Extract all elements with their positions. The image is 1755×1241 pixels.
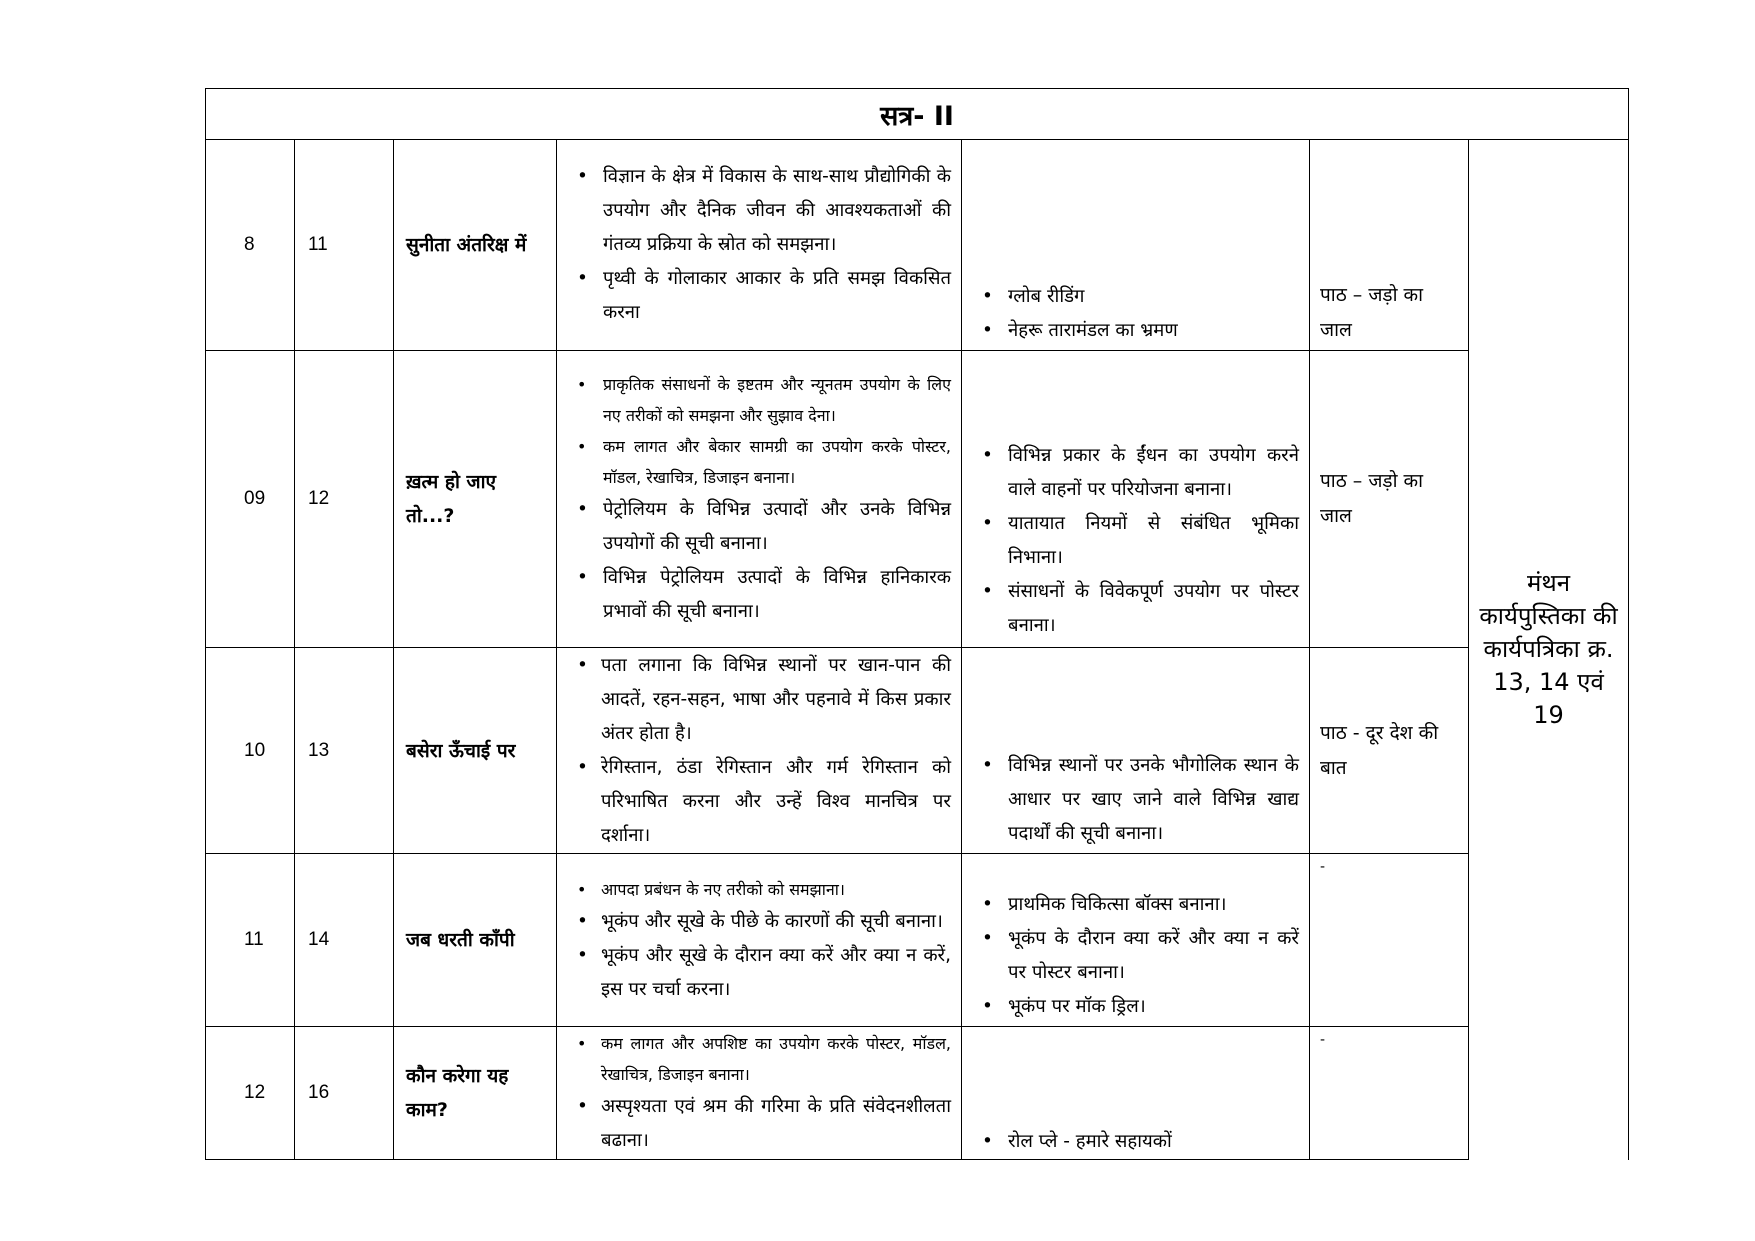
list-item: • नेहरू तारामंडल का भ्रमण xyxy=(968,314,1299,348)
chapter-title: बसेरा ऊँचाई पर xyxy=(394,648,557,854)
textbook-cell xyxy=(1310,1027,1469,1160)
chapter-number: 14 xyxy=(295,854,394,1027)
objectives-list xyxy=(563,1028,951,1158)
list-item: • आपदा प्रबंधन के नए तरीको को समझाना। xyxy=(563,874,951,905)
textbook-link: पाठ – जड़ो का जाल xyxy=(1310,351,1469,648)
objectives-cell xyxy=(557,351,962,648)
list-item: • कम लागत और अपशिष्ट का उपयोग करके पोस्टर, मॉडल, रेखाचित्र, डिजाइन बनाना। xyxy=(563,1028,951,1090)
list-item: • भूकंप और सूखे के दौरान क्या करें और क्या न करें, इस पर चर्चा करना। xyxy=(563,939,951,1007)
chapter-number: 13 xyxy=(295,648,394,854)
chapter-title: ख़त्म हो जाए तो...? xyxy=(394,351,557,648)
chapter-title: कौन करेगा यह काम? xyxy=(394,1027,557,1160)
list-item: • पेट्रोलियम के विभिन्न उत्पादों और उनके विभिन्न उपयोगों की सूची बनाना। xyxy=(563,493,951,561)
serial-number: 09 xyxy=(206,351,295,648)
textbook-link: पाठ - दूर देश की बात xyxy=(1310,648,1469,854)
list-item: • प्राथमिक चिकित्सा बॉक्स बनाना। xyxy=(968,888,1299,922)
list-item: • ग्लोब रीडिंग xyxy=(968,280,1299,314)
list-item: • रेगिस्तान, ठंडा रेगिस्तान और गर्म रेगिस्तान को परिभाषित करना और उन्हें विश्व मानचित्र पर दर्शाना। xyxy=(563,751,951,853)
list-item: • यातायात नियमों से संबंधित भूमिका निभाना। xyxy=(968,507,1299,575)
objectives-cell xyxy=(557,854,962,1027)
list-item: • विभिन्न प्रकार के ईंधन का उपयोग करने वाले वाहनों पर परियोजना बनाना। xyxy=(968,439,1299,507)
list-item: • रोल प्ले - हमारे सहायकों xyxy=(968,1125,1299,1159)
workbook-reference: मंथन कार्यपुस्तिका की कार्यपत्रिका क्र. 13, 14 एवं 19 xyxy=(1469,140,1629,1160)
table-row xyxy=(206,648,1629,854)
objectives-cell xyxy=(557,140,962,351)
objectives-cell xyxy=(557,1027,962,1160)
activities-list xyxy=(968,1125,1299,1159)
list-item: • विभिन्न पेट्रोलियम उत्पादों के विभिन्न हानिकारक प्रभावों की सूची बनाना। xyxy=(563,561,951,629)
list-item: • भूकंप पर मॉक ड्रिल। xyxy=(968,990,1299,1024)
activities-cell xyxy=(962,140,1310,351)
serial-number: 11 xyxy=(206,854,295,1027)
chapter-number: 16 xyxy=(295,1027,394,1160)
list-item: • पृथ्वी के गोलाकार आकार के प्रति समझ विकसित करना xyxy=(563,262,951,330)
textbook-cell xyxy=(1310,854,1469,1027)
list-item: • संसाधनों के विवेकपूर्ण उपयोग पर पोस्टर बनाना। xyxy=(968,575,1299,643)
activities-cell xyxy=(962,1027,1310,1160)
textbook-link: - xyxy=(1320,1032,1326,1048)
activities-cell xyxy=(962,351,1310,648)
list-item: • विभिन्न स्थानों पर उनके भौगोलिक स्थान के आधार पर खाए जाने वाले विभिन्न खाद्य पदार्थों की सूची बनाना। xyxy=(968,749,1299,851)
chapter-title: जब धरती काँपी xyxy=(394,854,557,1027)
activities-cell xyxy=(962,854,1310,1027)
chapter-number: 12 xyxy=(295,351,394,648)
activities-list xyxy=(968,280,1299,350)
session-title: सत्र- II xyxy=(206,89,1629,140)
serial-number: 8 xyxy=(206,140,295,351)
objectives-list xyxy=(563,874,951,1007)
list-item: • विज्ञान के क्षेत्र में विकास के साथ-साथ प्रौद्योगिकी के उपयोग और दैनिक जीवन की आवश्यकताओं की गंतव्य प्रक्रिया के स्रोत को समझना। xyxy=(563,160,951,262)
title-row xyxy=(206,89,1629,140)
table-row xyxy=(206,1027,1629,1160)
list-item: • पता लगाना कि विभिन्न स्थानों पर खान-पान की आदतें, रहन-सहन, भाषा और पहनावे में किस प्रकार अंतर होता है। xyxy=(563,649,951,751)
activities-list xyxy=(968,749,1299,853)
syllabus-table-container xyxy=(205,88,1628,1160)
objectives-list xyxy=(563,369,951,629)
objectives-list xyxy=(563,649,951,853)
objectives-cell xyxy=(557,648,962,854)
activities-list xyxy=(968,439,1299,647)
list-item: • कम लागत और बेकार सामग्री का उपयोग करके पोस्टर, मॉडल, रेखाचित्र, डिजाइन बनाना। xyxy=(563,431,951,493)
list-item: • भूकंप और सूखे के पीछे के कारणों की सूची बनाना। xyxy=(563,905,951,939)
syllabus-table xyxy=(205,88,1629,1160)
activities-cell xyxy=(962,648,1310,854)
table-row xyxy=(206,351,1629,648)
list-item: • अस्पृश्यता एवं श्रम की गरिमा के प्रति संवेदनशीलता बढाना। xyxy=(563,1090,951,1158)
chapter-number: 11 xyxy=(295,140,394,351)
chapter-title: सुनीता अंतरिक्ष में xyxy=(394,140,557,351)
list-item: • भूकंप के दौरान क्या करें और क्या न करें पर पोस्टर बनाना। xyxy=(968,922,1299,990)
list-item: • प्राकृतिक संसाधनों के इष्टतम और न्यूनतम उपयोग के लिए नए तरीकों को समझना और सुझाव देना। xyxy=(563,369,951,431)
activities-list xyxy=(968,888,1299,1026)
table-row xyxy=(206,140,1629,351)
objectives-list xyxy=(563,160,951,330)
textbook-link: पाठ – जड़ो का जाल xyxy=(1310,140,1469,351)
textbook-link: - xyxy=(1320,859,1326,875)
serial-number: 12 xyxy=(206,1027,295,1160)
serial-number: 10 xyxy=(206,648,295,854)
table-row xyxy=(206,854,1629,1027)
